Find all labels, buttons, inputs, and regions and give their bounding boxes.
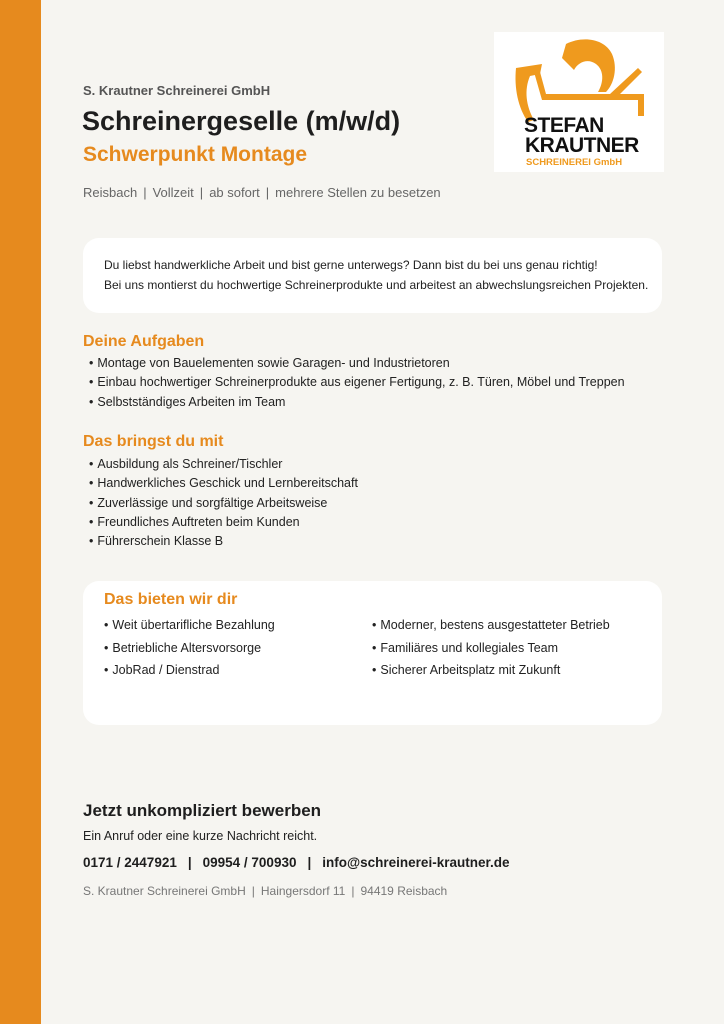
footer-company: S. Krautner Schreinerei GmbH	[83, 884, 246, 898]
meta-type: Vollzeit	[152, 185, 194, 200]
job-title: Schreinergeselle (m/w/d)	[82, 106, 401, 136]
meta-separator: |	[265, 185, 270, 200]
apply-heading: Jetzt unkompliziert bewerben	[83, 801, 322, 820]
benefit-item: • Moderner, bestens ausgestatteter Betrieb	[372, 615, 610, 638]
requirement-item: • Zuverlässige und sorgfältige Arbeitsweise	[89, 494, 358, 513]
requirements-list	[89, 455, 358, 551]
task-item: • Einbau hochwertiger Schreinerprodukte aus eigener Fertigung, z. B. Türen, Möbel und Treppen	[89, 373, 625, 392]
contact-separator: |	[307, 855, 312, 870]
requirement-item: • Handwerkliches Geschick und Lernbereitschaft	[89, 474, 358, 493]
apply-subtext: Ein Anruf oder eine kurze Nachricht reicht.	[83, 829, 318, 843]
tasks-heading: Deine Aufgaben	[83, 333, 205, 350]
phone-mobile-link[interactable]: 0171 / 2447921	[83, 855, 177, 870]
benefit-item: • Betriebliche Altersvorsorge	[104, 638, 275, 661]
requirement-item: • Ausbildung als Schreiner/Tischler	[89, 455, 358, 474]
email-link[interactable]: info@schreinerei-krautner.de	[322, 855, 510, 870]
meta-start: ab sofort	[209, 185, 260, 200]
task-item: • Montage von Bauelementen sowie Garagen- und Industrietoren	[89, 354, 625, 373]
task-item: • Selbstständiges Arbeiten im Team	[89, 393, 625, 412]
meta-location: Reisbach	[83, 185, 138, 200]
intro-card	[83, 238, 662, 313]
phone-office-link[interactable]: 09954 / 700930	[202, 855, 297, 870]
benefit-item: • JobRad / Dienstrad	[104, 660, 275, 683]
requirement-item: • Freundliches Auftreten beim Kunden	[89, 513, 358, 532]
footer-separator: |	[351, 884, 355, 898]
job-subtitle: Schwerpunkt Montage	[83, 143, 308, 166]
benefit-item: • Familiäres und kollegiales Team	[372, 638, 610, 661]
logo-text-krautner: KRAUTNER	[525, 134, 639, 157]
logo-text-stefan: STEFAN	[524, 114, 604, 137]
benefits-heading: Das bieten wir dir	[104, 591, 238, 608]
requirement-item: • Führerschein Klasse B	[89, 532, 358, 551]
meta-separator: |	[199, 185, 204, 200]
footer-city: 94419 Reisbach	[360, 884, 448, 898]
benefits-list-left	[104, 615, 275, 683]
benefit-item: • Weit übertarifliche Bezahlung	[104, 615, 275, 638]
contact-separator: |	[187, 855, 192, 870]
requirements-heading: Das bringst du mit	[83, 433, 224, 450]
meta-openings: mehrere Stellen zu besetzen	[275, 185, 441, 200]
company-name: S. Krautner Schreinerei GmbH	[83, 83, 271, 98]
footer-separator: |	[251, 884, 255, 898]
contact-line	[83, 855, 509, 870]
benefits-card	[83, 581, 662, 725]
meta-separator: |	[143, 185, 147, 200]
company-logo	[494, 32, 664, 172]
benefit-item: • Sicherer Arbeitsplatz mit Zukunft	[372, 660, 610, 683]
tasks-list	[89, 354, 625, 412]
accent-side-bar	[0, 0, 41, 1024]
benefits-list-right	[372, 615, 610, 683]
intro-line: Bei uns montierst du hochwertige Schreinerprodukte und arbeitest an abwechslungsreichen Projekten.	[104, 278, 649, 292]
intro-line: Du liebst handwerkliche Arbeit und bist gerne unterwegs? Dann bist du bei uns genau richtig!	[104, 258, 598, 272]
job-meta	[83, 185, 441, 200]
footer-address	[83, 884, 447, 898]
footer-street: Haingersdorf 11	[260, 884, 346, 898]
logo-text-schreinerei: SCHREINEREI GmbH	[526, 157, 623, 168]
